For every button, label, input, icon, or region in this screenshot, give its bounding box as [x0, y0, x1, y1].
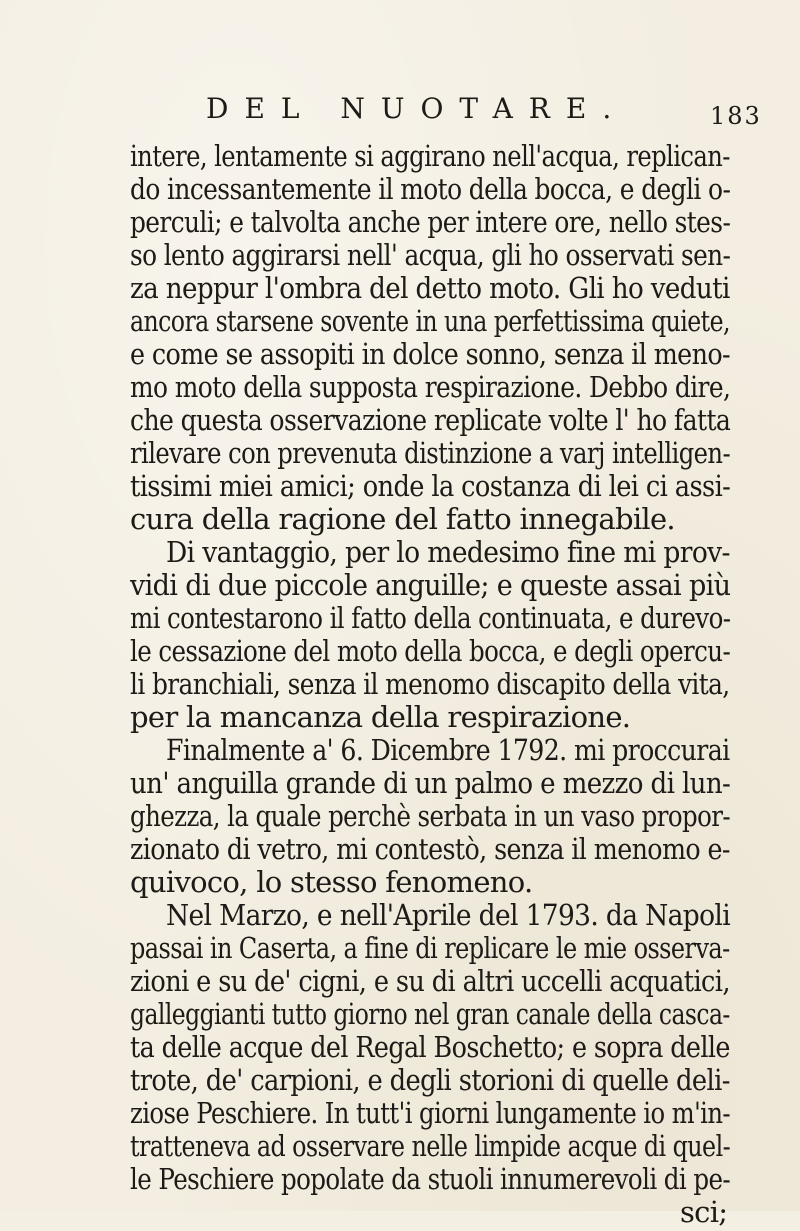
- text-line: zionato di vetro, mi contestò, senza il menomo e-: [130, 832, 730, 866]
- text-line: li branchiali, senza il menomo discapito della vita,: [130, 667, 730, 701]
- text-line: quivoco, lo stesso fenomeno.: [130, 865, 533, 899]
- text-line: le Peschiere popolate da stuoli innumerevoli di pe-: [130, 1162, 731, 1196]
- text-line: le cessazione del moto della bocca, e degli opercu-: [130, 634, 731, 668]
- text-line: tratteneva ad osservare nelle limpide acque di quel-: [130, 1129, 731, 1163]
- text-line: ancora starsene sovente in una perfettissima quiete,: [130, 304, 730, 338]
- running-title: DEL NUOTARE.: [206, 92, 628, 125]
- text-line: za neppur l'ombra del detto moto. Gli ho veduti: [130, 271, 730, 305]
- text-line: cura della ragione del fatto innegabile.: [130, 502, 675, 536]
- text-line: rilevare con prevenuta distinzione a varj intelligen-: [130, 436, 731, 470]
- text-line: che questa osservazione replicate volte l' ho fatta: [130, 403, 731, 437]
- text-line: do incessantemente il moto della bocca, e degli o-: [130, 172, 731, 206]
- text-line: per la mancanza della respirazione.: [130, 700, 631, 734]
- text-line: zioni e su de' cigni, e su di altri uccelli acquatici,: [130, 964, 730, 998]
- text-line: ghezza, la quale perchè serbata in un vaso propor-: [130, 799, 731, 833]
- text-line: mi contestarono il fatto della continuata, e durevo-: [130, 601, 731, 635]
- text-line: galleggianti tutto giorno nel gran canale della casca-: [130, 997, 730, 1031]
- paragraph-start-line: Di vantaggio, per lo medesimo fine mi prov-: [166, 535, 730, 569]
- page-number: 183: [710, 102, 762, 130]
- catchword: sci;: [680, 1195, 728, 1229]
- text-line: un' anguilla grande di un palmo e mezzo di lun-: [130, 766, 731, 800]
- paragraph-start-line: Nel Marzo, e nell'Aprile del 1793. da Napoli: [166, 898, 731, 932]
- running-head: [0, 92, 800, 132]
- text-line: perculi; e talvolta anche per intere ore, nello stes-: [130, 205, 731, 239]
- text-line: intere, lentamente si aggirano nell'acqua, replican-: [130, 139, 730, 173]
- body-text: [130, 137, 731, 1229]
- paragraph-start-line: Finalmente a' 6. Dicembre 1792. mi proccurai: [166, 733, 730, 767]
- text-line: e come se assopiti in dolce sonno, senza il meno-: [130, 337, 730, 371]
- text-line: vidi di due piccole anguille; e queste assai più: [130, 568, 731, 602]
- text-line: ta delle acque del Regal Boschetto; e sopra delle: [130, 1030, 730, 1064]
- text-line: ziose Peschiere. In tutt'i giorni lungamente io m'in-: [130, 1096, 731, 1130]
- text-line: passai in Caserta, a fine di replicare le mie osserva-: [130, 931, 730, 965]
- text-line: tissimi miei amici; onde la costanza di lei ci assi-: [130, 469, 731, 503]
- text-line: mo moto della supposta respirazione. Debbo dire,: [130, 370, 731, 404]
- text-line: so lento aggirarsi nell' acqua, gli ho osservati sen-: [130, 238, 731, 272]
- text-line: trote, de' carpioni, e degli storioni di quelle deli-: [130, 1063, 730, 1097]
